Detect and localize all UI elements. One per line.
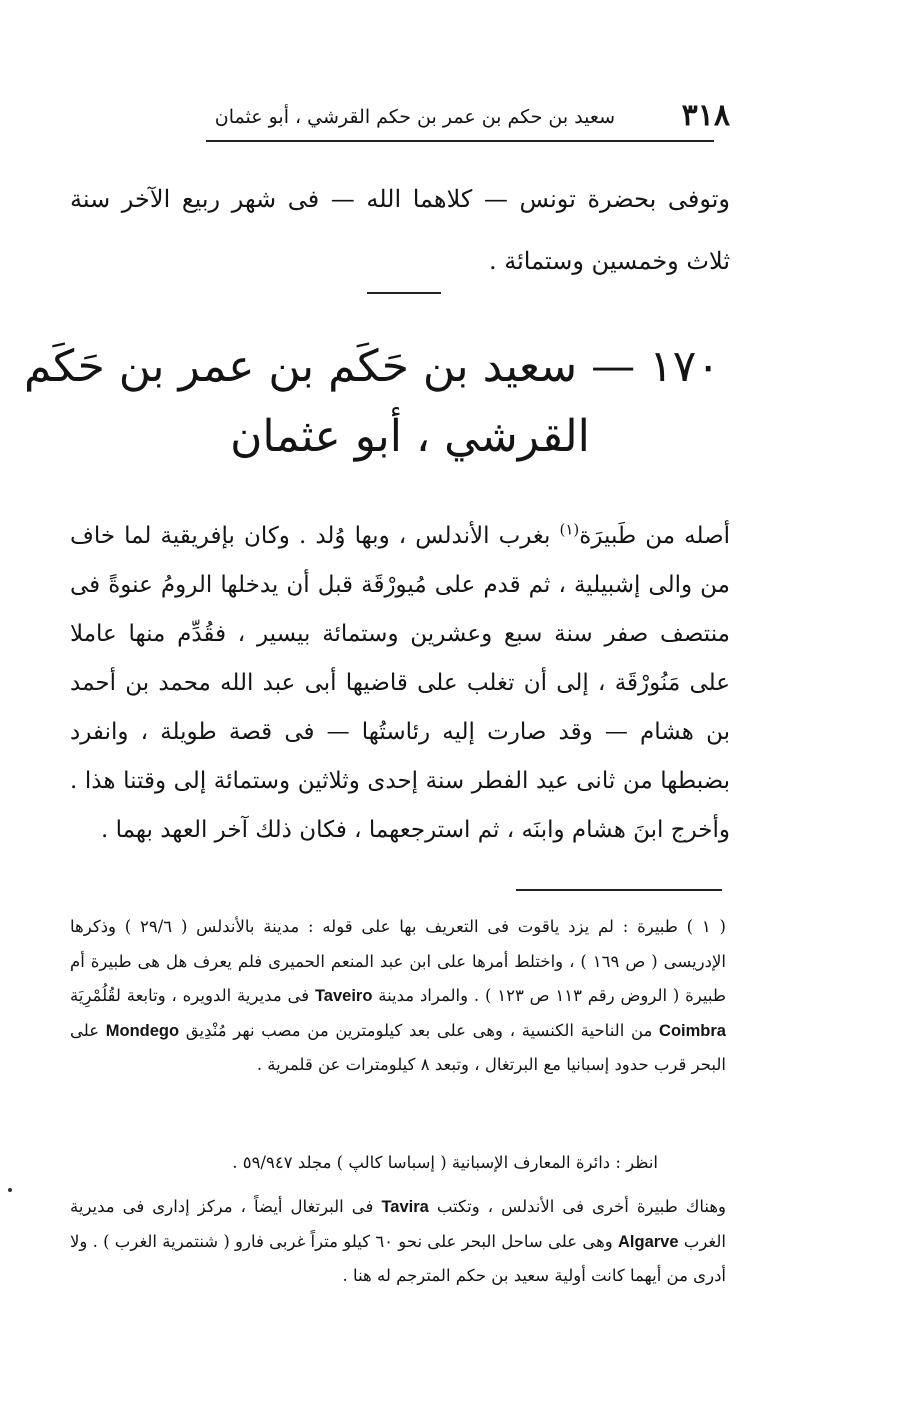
header-rule <box>206 140 714 142</box>
footnote-3-latin-tavira: Tavira <box>381 1198 429 1216</box>
entry-name-line: القرشي ، أبو عثمان <box>230 411 590 462</box>
body-part-a: أصله من طَبيرَة <box>579 523 730 549</box>
footnote-reference[interactable]: (١) <box>559 520 580 539</box>
continued-paragraph: وتوفى بحضرة تونس — كلاهما الله — فى شهر ربيع الآخر سنة ثلاث وخمسين وستمائة . <box>70 185 730 275</box>
footnote-1-text-a: ( ١ ) طبيرة : لم يزد ياقوت فى التعريف بها على قوله : مدينة بالأندلس ( ٢٩/٦ ) وذكرها الإدريسى ( ص ١٦٩ ) ، واختلط أمرها على ابن عبد المنعم الحميرى فلم يعرف هل هى طبيرة أم طبيرة ( الروض رقم ١١٣ ص ١٢٣ ) . والمراد مدينة <box>70 917 726 1005</box>
section-divider <box>367 292 441 294</box>
running-title: سعيد بن حكم بن عمر بن حكم القرشي ، أبو عثمان <box>214 106 615 128</box>
footnote-reference-line: انظر : دائرة المعارف الإسبانية ( إسباسا كالپ ) مجلد ٥٩/٩٤٧ . <box>232 1153 658 1172</box>
footnote-1-latin-taveiro: Taveiro <box>314 987 373 1005</box>
footnote-1 <box>70 910 726 1083</box>
footnote-1-text-c: من الناحية الكنسية ، وهى على بعد كيلومترين من مصب نهر مُنْدِيق <box>179 1020 660 1040</box>
footnote-3-latin-algarve: Algarve <box>618 1232 679 1251</box>
entry-body <box>70 512 730 855</box>
entry-heading <box>23 332 720 472</box>
footnote-3-text-c: وهى على ساحل البحر على نحو ٦٠ كيلو متراً غربى فارو ( شنتمرية الغرب ) . ولا أدرى من أيهما كانت أولية سعيد بن حكم المترجم له هنا . <box>70 1231 726 1285</box>
page-header <box>200 96 730 136</box>
entry-number-line: ١٧٠ — سعيد بن حَكَم بن عمر بن حَكَم <box>23 341 720 392</box>
footnote-1-latin-coimbra: Coimbra <box>659 1021 726 1040</box>
footnote-3-text-b: فى البرتغال أيضاً ، مركز إدارى فى مديرية الغرب <box>70 1197 726 1251</box>
footnote-3-text-a: وهناك طبيرة أخرى فى الأندلس ، وتكتب <box>428 1197 727 1216</box>
footnote-1-text-d: على البحر قرب حدود إسبانيا مع البرتغال ، وتبعد ٨ كيلومترات عن قلمرية . <box>70 1020 726 1074</box>
footnotes-rule <box>516 889 722 891</box>
body-part-b: بغرب الأندلس ، وبها وُلد . وكان بإفريقية لما خاف من والى إشبيلية ، ثم قدم على مُيورْقَة قبل أن يدخلها الرومُ عنوةً فى منتصف صفر سنة سبع وعشرين وستمائة بيسير ، فقُدِّم منها عاملا على مَنُورْقَة ، إلى أن تغلب على قاضيها أبى عبد الله محمد بن أحمد بن هشام — وقد صارت إليه رئاستُها — فى قصة طويلة ، وانفرد بضبطها من ثانى عيد الفطر سنة إحدى وثلاثين وستمائة إلى وقتنا هذا . وأخرج ابنَ هشام وابنَه ، ثم استرجعهما ، فكان ذلك آخر العهد بهما . <box>70 523 730 843</box>
margin-mark <box>8 1188 12 1192</box>
footnote-1-latin-mondego: Mondego <box>105 1021 180 1040</box>
page-number: ٣١٨ <box>681 98 730 133</box>
footnote-additional <box>70 1190 726 1294</box>
footnote-1-text-b: فى مديرية الدويره ، وتابعة لقُلُمْرِيَة <box>70 986 315 1005</box>
